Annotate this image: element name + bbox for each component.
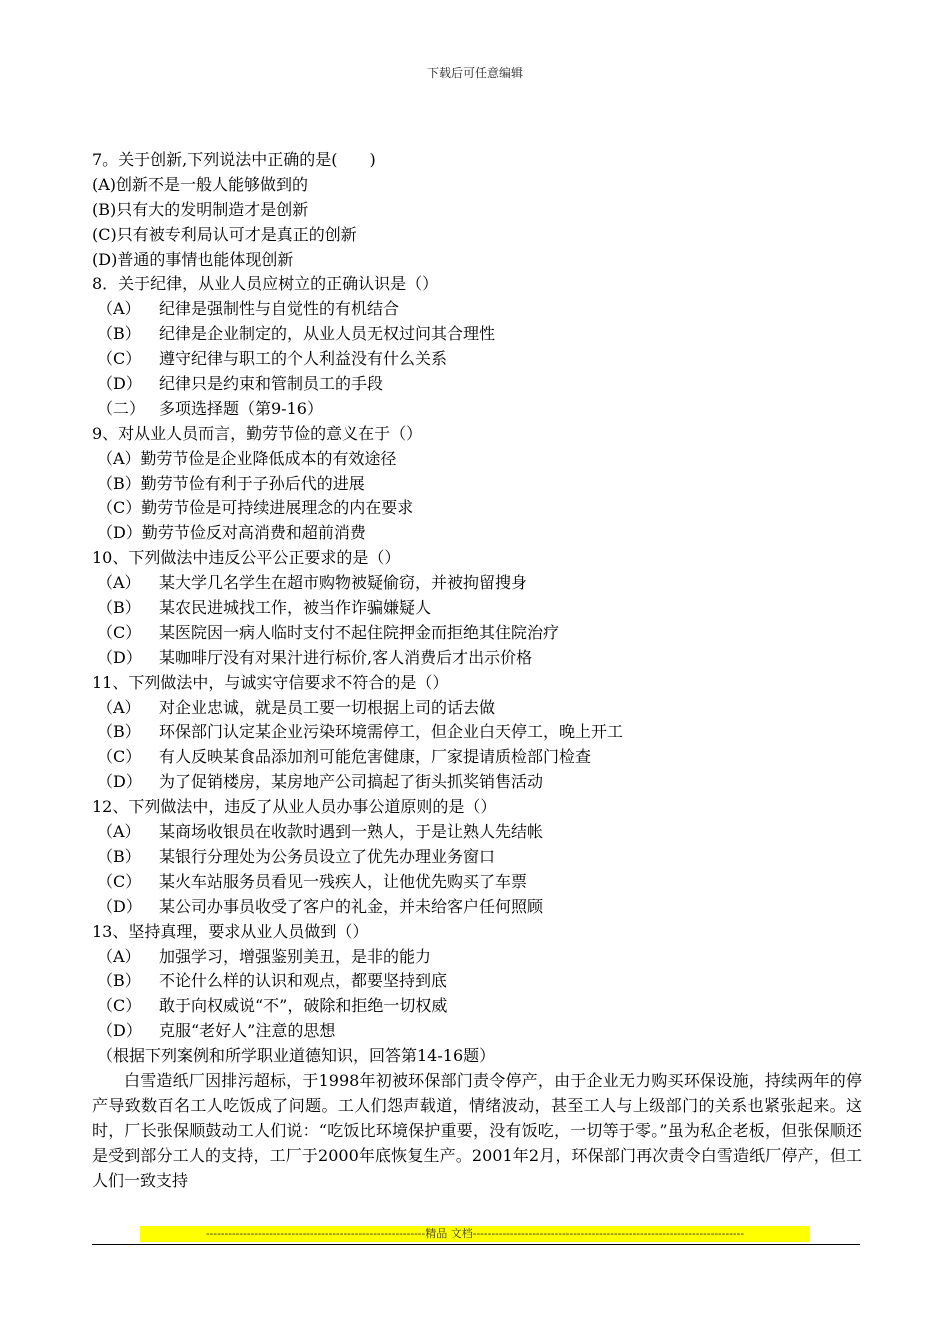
option-text: 加强学习，增强鉴别美丑，是非的能力 bbox=[159, 946, 432, 966]
option-line bbox=[92, 621, 862, 646]
option-label: （C） bbox=[97, 747, 142, 767]
text-line: (B)只有大的发明制造才是创新 bbox=[92, 199, 309, 219]
option-text: 某商场收银员在收款时遇到一熟人，于是让熟人先结帐 bbox=[159, 822, 544, 842]
option-text: 某银行分理处为公务员设立了优先办理业务窗口 bbox=[159, 846, 496, 866]
option-line bbox=[92, 994, 862, 1019]
option-line bbox=[92, 696, 862, 721]
option-label: （D） bbox=[97, 772, 142, 792]
text-line: （D）勤劳节俭反对高消费和超前消费 bbox=[97, 523, 366, 543]
option-text: 对企业忠诚，就是员工要一切根据上司的话去做 bbox=[159, 697, 496, 717]
footer-banner bbox=[140, 1226, 810, 1242]
option-label: （B） bbox=[97, 971, 141, 991]
question-line: 13、坚持真理，要求从业人员做到（） bbox=[92, 921, 369, 941]
option-line bbox=[92, 646, 862, 671]
option-label: （C） bbox=[97, 349, 142, 369]
option-text: 遵守纪律与职工的个人利益没有什么关系 bbox=[159, 349, 448, 369]
option-label: （D） bbox=[97, 647, 142, 667]
option-line bbox=[92, 745, 862, 770]
option-label: （B） bbox=[97, 598, 141, 618]
text-line: (C)只有被专利局认可才是真正的创新 bbox=[92, 224, 357, 244]
option-line bbox=[92, 596, 862, 621]
option-line bbox=[92, 820, 862, 845]
option-label: （C） bbox=[97, 871, 142, 891]
option-label: （D） bbox=[97, 374, 142, 394]
footer-divider bbox=[92, 1244, 860, 1245]
option-line bbox=[92, 870, 862, 895]
option-label: （A） bbox=[97, 697, 141, 717]
option-text: 纪律是强制性与自觉性的有机结合 bbox=[159, 299, 400, 319]
text-line: (D)普通的事情也能体现创新 bbox=[92, 249, 294, 269]
text-line: （根据下列案例和所学职业道德知识，回答第14-16题） bbox=[97, 1046, 496, 1066]
question-line: 8．关于纪律，从业人员应树立的正确认识是（） bbox=[92, 274, 439, 294]
footer-dashes-right: ------------------------------------------------------------------------- bbox=[472, 1227, 745, 1240]
option-text: 某公司办事员收受了客户的礼金，并未给客户任何照顾 bbox=[159, 896, 544, 916]
question-line: 11、下列做法中，与诚实守信要求不符合的是（） bbox=[92, 672, 449, 692]
option-text: 环保部门认定某企业污染环境需停工，但企业白天停工，晚上开工 bbox=[159, 722, 624, 742]
option-line bbox=[92, 845, 862, 870]
option-line bbox=[92, 945, 862, 970]
page-header: 下载后可任意编辑 bbox=[426, 66, 523, 80]
option-label: （A） bbox=[97, 822, 141, 842]
option-label: （B） bbox=[97, 846, 141, 866]
option-line bbox=[92, 770, 862, 795]
option-text: 纪律是企业制定的，从业人员无权过问其合理性 bbox=[159, 324, 496, 344]
option-line bbox=[92, 1019, 862, 1044]
option-text: 某咖啡厅没有对果汁进行标价,客人消费后才出示价格 bbox=[159, 647, 533, 667]
option-line bbox=[92, 571, 862, 596]
option-text: 不论什么样的认识和观点，都要坚持到底 bbox=[159, 971, 448, 991]
option-text: 某医院因一病人临时支付不起住院押金而拒绝其住院治疗 bbox=[159, 622, 560, 642]
option-label: （D） bbox=[97, 896, 142, 916]
footer-text: 精品 文档 bbox=[425, 1227, 473, 1240]
option-label: （C） bbox=[97, 996, 142, 1016]
footer-dashes-left: ----------------------------------------------------------- bbox=[205, 1227, 426, 1240]
option-label: （C） bbox=[97, 622, 142, 642]
text-line: （B）勤劳节俭有利于子孙后代的进展 bbox=[97, 473, 365, 493]
option-label: （二） bbox=[97, 398, 146, 418]
option-line bbox=[92, 969, 862, 994]
option-text: 克服“老好人”注意的思想 bbox=[159, 1021, 336, 1041]
text-line: （C）勤劳节俭是可持续进展理念的内在要求 bbox=[97, 498, 414, 518]
option-label: （A） bbox=[97, 299, 141, 319]
question-line: 7。关于创新,下列说法中正确的是( ) bbox=[92, 150, 376, 169]
option-line bbox=[92, 372, 862, 397]
question-line: 9、对从业人员而言，勤劳节俭的意义在于（） bbox=[92, 423, 423, 443]
option-text: 某火车站服务员看见一残疾人，让他优先购买了车票 bbox=[159, 871, 528, 891]
option-text: 为了促销楼房，某房地产公司搞起了街头抓奖销售活动 bbox=[159, 772, 544, 792]
option-label: （A） bbox=[97, 573, 141, 593]
text-line: （A）勤劳节俭是企业降低成本的有效途径 bbox=[97, 448, 397, 468]
question-line: 10、下列做法中违反公平公正要求的是（） bbox=[92, 548, 401, 568]
option-line bbox=[92, 895, 862, 920]
question-line: 12、下列做法中，违反了从业人员办事公道原则的是（） bbox=[92, 797, 497, 817]
option-label: （A） bbox=[97, 946, 141, 966]
case-paragraph: 白雪造纸厂因排污超标，于1998年初被环保部门责令停产，由于企业无力购买环保设施，持续两年的停产导致数百名工人吃饭成了问题。工人们怨声载道，情绪波动，甚至工人与上级部门的关系也紧张起来。这时，厂长张保顺鼓动工人们说：“吃饭比环境保护重要，没有饭吃，一切等于零。”虽为私企老板，但张保顺还是受到部分工人的支持，工厂于2000年底恢复生产。2001年2月，环保部门再次责令白雪造纸厂停产，但工人们一致支持 bbox=[92, 1070, 862, 1190]
option-label: （D） bbox=[97, 1021, 142, 1041]
option-label: （B） bbox=[97, 324, 141, 344]
text-line: (A)创新不是一般人能够做到的 bbox=[92, 174, 309, 194]
question-list bbox=[92, 148, 862, 1069]
option-text: 有人反映某食品添加剂可能危害健康，厂家提请质检部门检查 bbox=[159, 747, 592, 767]
option-text: 多项选择题（第9-16） bbox=[159, 398, 323, 418]
option-text: 某大学几名学生在超市购物被疑偷窃，并被拘留搜身 bbox=[159, 573, 528, 593]
option-line bbox=[92, 720, 862, 745]
option-text: 纪律只是约束和管制员工的手段 bbox=[159, 374, 384, 394]
option-line bbox=[92, 297, 862, 322]
option-text: 敢于向权威说“不”，破除和拒绝一切权威 bbox=[159, 996, 448, 1016]
option-line bbox=[92, 322, 862, 347]
option-label: （B） bbox=[97, 722, 141, 742]
document-body bbox=[92, 148, 862, 1193]
option-line bbox=[92, 397, 862, 422]
option-line bbox=[92, 347, 862, 372]
option-text: 某农民进城找工作，被当作诈骗嫌疑人 bbox=[159, 598, 432, 618]
